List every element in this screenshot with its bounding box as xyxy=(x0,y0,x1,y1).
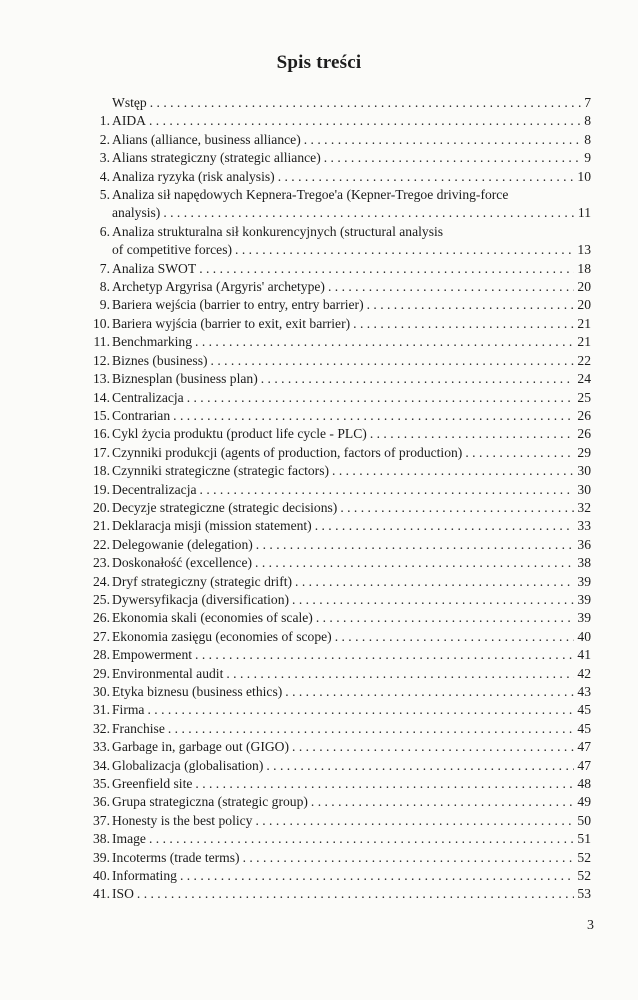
toc-entry-number: 9. xyxy=(99,297,110,313)
toc-entry-number: 14. xyxy=(93,389,110,405)
dot-leader xyxy=(226,665,574,683)
toc-entry xyxy=(76,591,591,609)
toc-entry-label: Cykl życia produktu (product life cycle - PLC) xyxy=(112,426,367,442)
toc-entry-page: 52 xyxy=(577,868,591,884)
page-number: 3 xyxy=(587,918,594,933)
toc-entry-label: Grupa strategiczna (strategic group) xyxy=(112,794,308,810)
toc-entry-number: 39. xyxy=(93,849,110,865)
toc-entry-page: 30 xyxy=(577,463,591,479)
toc-entry xyxy=(76,775,591,793)
toc-entry-label: Bariera wyjścia (barrier to exit, exit barrier) xyxy=(112,315,351,331)
toc-entry xyxy=(76,149,591,167)
toc-entry-number: 33. xyxy=(93,739,110,755)
dot-leader xyxy=(292,591,574,609)
toc-entry-number: 37. xyxy=(93,812,110,828)
toc-entry-number: 30. xyxy=(93,684,110,699)
toc-entry xyxy=(76,646,591,664)
toc-entry-label: Decyzje strategiczne (strategic decisions) xyxy=(112,499,338,515)
toc-entry xyxy=(76,462,591,480)
toc-entry xyxy=(76,407,591,425)
dot-leader xyxy=(168,720,575,738)
toc-entry-number: 12. xyxy=(93,352,110,368)
toc-entry-page: 51 xyxy=(577,831,591,847)
toc-entry xyxy=(76,573,591,591)
toc-entry-number: 27. xyxy=(93,628,110,644)
toc-entry-label: Firma xyxy=(112,702,145,718)
toc-entry-page: 39 xyxy=(577,591,591,607)
toc-entry xyxy=(76,112,591,130)
toc-entry-page: 7 xyxy=(584,95,591,110)
toc-entry-number: 41. xyxy=(93,886,110,902)
dot-leader xyxy=(332,462,574,480)
toc-entry-label: Doskonałość (excellence) xyxy=(112,555,253,571)
toc-entry-number: 3. xyxy=(99,150,110,166)
toc-entry xyxy=(76,757,591,775)
toc-entry-label: Greenfield site xyxy=(112,776,193,792)
toc-entry-label: analysis) xyxy=(112,205,161,221)
toc-entry-page: 24 xyxy=(577,371,591,387)
toc-entry-number: 22. xyxy=(93,536,110,552)
toc-entry-label: Biznesplan (business plan) xyxy=(112,371,258,387)
toc-entry-label: Environmental audit xyxy=(112,665,224,681)
toc-entry-number: 2. xyxy=(99,131,110,147)
toc-entry-number: 25. xyxy=(93,591,110,607)
toc-entry-page: 30 xyxy=(577,481,591,497)
dot-leader xyxy=(149,112,581,130)
dot-leader xyxy=(195,333,574,351)
toc-entry xyxy=(76,186,591,223)
dot-leader xyxy=(292,738,574,756)
toc-entry xyxy=(76,812,591,830)
dot-leader xyxy=(304,131,581,149)
toc-entry-page: 38 xyxy=(577,555,591,571)
toc-entry xyxy=(76,609,591,627)
toc-entry xyxy=(76,720,591,738)
dot-leader xyxy=(195,646,574,664)
toc-entry-label: Garbage in, garbage out (GIGO) xyxy=(112,739,290,755)
toc-entry-label: Decentralizacja xyxy=(112,481,197,497)
toc-entry-number: 8. xyxy=(99,279,110,295)
toc-entry-label: of competitive forces) xyxy=(112,242,233,258)
toc-entry-page: 21 xyxy=(577,334,591,350)
toc-entry-number: 5. xyxy=(99,187,110,203)
toc-entry-label: Alians strategiczny (strategic alliance) xyxy=(112,150,321,166)
toc-entry-label: Deklaracja misji (mission statement) xyxy=(112,518,312,534)
dot-leader xyxy=(367,296,575,314)
toc-entry xyxy=(76,536,591,554)
toc-entry-label: Czynniki produkcji (agents of production, factors of production) xyxy=(112,444,463,460)
toc-entry-number: 29. xyxy=(93,665,110,681)
dot-leader xyxy=(243,849,575,867)
toc-entry-page: 26 xyxy=(577,407,591,423)
toc-entry-number: 15. xyxy=(93,407,110,423)
toc-entry-number: 34. xyxy=(93,757,110,773)
toc-entry-label: Globalizacja (globalisation) xyxy=(112,757,264,773)
toc-entry-number: 6. xyxy=(99,223,110,239)
toc-entry-number: 19. xyxy=(93,481,110,497)
toc-entry-page: 8 xyxy=(584,131,591,147)
toc-entry xyxy=(76,517,591,535)
toc-entry-label: Honesty is the best policy xyxy=(112,812,253,828)
toc-entry-page: 33 xyxy=(577,518,591,534)
toc-entry-number: 20. xyxy=(93,499,110,515)
toc-entry-label: Informating xyxy=(112,868,177,884)
toc-entry xyxy=(76,168,591,186)
dot-leader xyxy=(256,536,575,554)
dot-leader xyxy=(315,517,575,535)
dot-leader xyxy=(150,94,581,112)
toc-entry-page: 49 xyxy=(577,794,591,810)
toc-entry xyxy=(76,315,591,333)
dot-leader xyxy=(311,793,575,811)
toc-entry-page: 47 xyxy=(577,757,591,773)
toc-entry xyxy=(76,94,591,112)
toc-entry-number: 23. xyxy=(93,555,110,571)
dot-leader xyxy=(149,830,574,848)
toc-entry-label: Archetyp Argyrisa (Argyris' archetype) xyxy=(112,279,325,295)
toc-entry-label: Ekonomia zasięgu (economies of scope) xyxy=(112,628,332,644)
dot-leader xyxy=(147,701,574,719)
toc-entry xyxy=(76,444,591,462)
toc-entry xyxy=(76,665,591,683)
toc-entry xyxy=(76,260,591,278)
toc-entry-label: Dywersyfikacja (diversification) xyxy=(112,591,290,607)
toc-entry-number: 36. xyxy=(93,794,110,810)
toc-entry-page: 39 xyxy=(577,610,591,626)
toc-entry-label: Contrarian xyxy=(112,407,171,423)
dot-leader xyxy=(211,352,575,370)
dot-leader xyxy=(255,812,574,830)
toc-entry-page: 20 xyxy=(577,297,591,313)
toc-entry-label: Analiza SWOT xyxy=(112,260,197,276)
toc-entry xyxy=(76,425,591,443)
toc-entry xyxy=(76,683,591,701)
dot-leader xyxy=(261,370,575,388)
toc-entry-number: 21. xyxy=(93,518,110,534)
toc-entry-label-line: Analiza strukturalna sił konkurencyjnych (structural analysis xyxy=(112,223,444,239)
toc-entry-number: 40. xyxy=(93,868,110,884)
toc-entry xyxy=(76,389,591,407)
dot-leader xyxy=(335,628,575,646)
toc-entry-page: 52 xyxy=(577,849,591,865)
toc-entry xyxy=(76,131,591,149)
toc-entry-label: Biznes (business) xyxy=(112,352,208,368)
toc-entry-page: 9 xyxy=(584,150,591,166)
toc-entry-label: Wstęp xyxy=(112,95,147,110)
dot-leader xyxy=(180,867,574,885)
toc-entry-number: 7. xyxy=(99,260,110,276)
toc-entry-label: Ekonomia skali (economies of scale) xyxy=(112,610,313,626)
toc-entry-number: 28. xyxy=(93,647,110,663)
toc-entry-label-line: Analiza sił napędowych Kepnera-Tregoe'a (Kepner-Tregoe driving-force xyxy=(112,187,509,203)
toc-entry-page: 20 xyxy=(577,279,591,295)
toc-entry-page: 32 xyxy=(577,499,591,515)
toc-entry-page: 41 xyxy=(577,647,591,663)
toc-entry-number: 18. xyxy=(93,463,110,479)
toc-entry xyxy=(76,701,591,719)
toc-entry-label: AIDA xyxy=(112,113,146,129)
toc-entry-page: 47 xyxy=(577,739,591,755)
toc-entry-label: Czynniki strategiczne (strategic factors) xyxy=(112,463,330,479)
toc-entry-label: Etyka biznesu (business ethics) xyxy=(112,684,283,699)
toc-entry xyxy=(76,296,591,314)
toc-entry-number: 35. xyxy=(93,776,110,792)
toc-entry-number: 13. xyxy=(93,371,110,387)
toc-entry-number: 11. xyxy=(93,334,110,350)
toc-entry-page: 39 xyxy=(577,573,591,589)
toc-entry-label: Dryf strategiczny (strategic drift) xyxy=(112,573,293,589)
toc-entry-label: Analiza ryzyka (risk analysis) xyxy=(112,168,275,184)
toc-entry xyxy=(76,867,591,885)
page-title: Spis treści xyxy=(276,52,362,73)
toc-entry xyxy=(76,628,591,646)
toc-entry xyxy=(76,352,591,370)
toc-entry-number: 38. xyxy=(93,831,110,847)
dot-leader xyxy=(316,609,575,627)
dot-leader xyxy=(266,757,574,775)
dot-leader xyxy=(324,149,581,167)
dot-leader xyxy=(173,407,574,425)
toc-entry-label: Delegowanie (delegation) xyxy=(112,536,253,552)
toc-entry-page: 50 xyxy=(577,812,591,828)
toc-entry-label: Benchmarking xyxy=(112,334,193,350)
dot-leader xyxy=(195,775,574,793)
toc-entry-page: 10 xyxy=(577,168,591,184)
toc-entry-number: 1. xyxy=(99,113,110,129)
dot-leader xyxy=(255,554,574,572)
toc-entry-number: 4. xyxy=(99,168,110,184)
dot-leader xyxy=(295,573,574,591)
toc-entry xyxy=(76,481,591,499)
dot-leader xyxy=(328,278,574,296)
toc-entry-number: 32. xyxy=(93,720,110,736)
toc-entry-page: 26 xyxy=(577,426,591,442)
toc-entry-page: 8 xyxy=(584,113,591,129)
toc-entry xyxy=(76,885,591,903)
toc-entry xyxy=(76,554,591,572)
toc-entry-number: 17. xyxy=(93,444,110,460)
toc-entry-label: Alians (alliance, business alliance) xyxy=(112,131,301,147)
toc-entry xyxy=(76,738,591,756)
toc-entry-page: 40 xyxy=(577,628,591,644)
toc-entry-page: 36 xyxy=(577,536,591,552)
toc-entry-page: 13 xyxy=(577,242,591,258)
toc-entry-page: 53 xyxy=(577,886,591,902)
toc-entry-page: 21 xyxy=(577,315,591,331)
dot-leader xyxy=(163,204,575,222)
dot-leader xyxy=(465,444,574,462)
toc-entry-page: 48 xyxy=(577,776,591,792)
toc-entry-label: Empowerment xyxy=(112,647,193,663)
toc-entry-page: 45 xyxy=(577,702,591,718)
dot-leader xyxy=(200,481,575,499)
toc-entry-page: 29 xyxy=(577,444,591,460)
toc-entry-page: 18 xyxy=(577,260,591,276)
dot-leader xyxy=(235,241,574,259)
toc-entry-label: Bariera wejścia (barrier to entry, entry barrier) xyxy=(112,297,364,313)
dot-leader xyxy=(340,499,574,517)
toc-entry-label: Image xyxy=(112,831,146,847)
toc-entry-label: Centralizacja xyxy=(112,389,184,405)
toc-entry-number: 16. xyxy=(93,426,110,442)
toc-entry-page: 45 xyxy=(577,720,591,736)
dot-leader xyxy=(187,389,575,407)
dot-leader xyxy=(353,315,574,333)
toc-entry xyxy=(76,849,591,867)
toc-entry xyxy=(76,278,591,296)
toc-entry-number: 31. xyxy=(93,702,110,718)
toc-entry-label: ISO xyxy=(112,886,134,902)
dot-leader xyxy=(137,885,575,903)
dot-leader xyxy=(199,260,574,278)
toc-entry-number: 10. xyxy=(93,315,110,331)
toc-entry-page: 43 xyxy=(577,684,591,699)
toc-entry xyxy=(76,793,591,811)
toc-entry-number: 26. xyxy=(93,610,110,626)
dot-leader xyxy=(370,425,575,443)
toc-entry-label: Incoterms (trade terms) xyxy=(112,849,240,865)
toc-entry-label: Franchise xyxy=(112,720,165,736)
table-of-contents xyxy=(76,94,591,904)
toc-entry-number: 24. xyxy=(93,573,110,589)
dot-leader xyxy=(285,683,574,701)
toc-entry-page: 42 xyxy=(577,665,591,681)
toc-entry-page: 11 xyxy=(577,205,591,221)
toc-entry xyxy=(76,333,591,351)
toc-entry xyxy=(76,499,591,517)
toc-entry xyxy=(76,830,591,848)
toc-entry xyxy=(76,223,591,260)
toc-entry-page: 22 xyxy=(577,352,591,368)
toc-entry xyxy=(76,370,591,388)
dot-leader xyxy=(278,168,575,186)
toc-entry-page: 25 xyxy=(577,389,591,405)
